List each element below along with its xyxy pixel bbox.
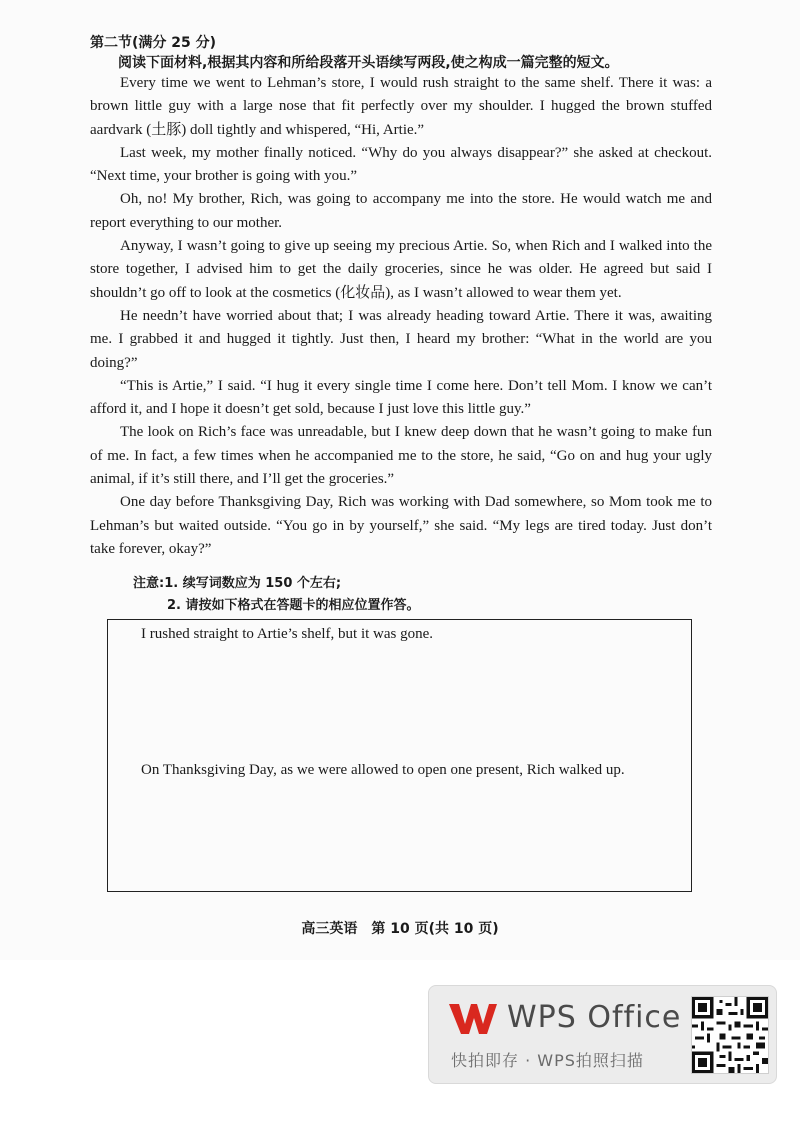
qr-code-icon xyxy=(691,996,769,1074)
instruction-text: 阅读下面材料,根据其内容和所给段落开头语续写两段,使之构成一篇完整的短文。 xyxy=(118,55,619,71)
section-title: 第二节(满分 25 分) xyxy=(90,35,217,51)
wps-logo-icon xyxy=(447,1000,499,1038)
page-footer: 高三英语 第 10 页(共 10 页) xyxy=(301,921,499,937)
paragraph-opening-1: I rushed straight to Artie’s shelf, but it was gone. xyxy=(141,626,434,642)
passage-paragraph: Oh, no! My brother, Rich, was going to accompany me into the store. He would watch me and report everything to our mother. xyxy=(90,191,712,231)
passage-paragraph: Anyway, I wasn’t going to give up seeing my precious Artie. So, when Rich and I walked into the store together, I advised him to get the daily groceries, since he was older. He agreed but said I shouldn’t go off to look at the cosmetics (化妆品), as I wasn’t allowed to wear them yet. xyxy=(90,238,712,301)
passage-paragraph: Every time we went to Lehman’s store, I would rush straight to the same shelf. There it was: a brown little guy with a large nose that fit perfectly over my shoulder. I hugged the brown stuffed aardvark (土豚) doll tightly and whispered, “Hi, Artie.” xyxy=(90,75,712,138)
passage-paragraph: He needn’t have worried about that; I was already heading toward Artie. There it was, awaiting me. I grabbed it and hugged it tightly. Just then, I heard my brother: “What in the world are you doing?” xyxy=(90,307,712,371)
answer-box xyxy=(107,619,692,892)
note-line: 2. 请按如下格式在答题卡的相应位置作答。 xyxy=(167,598,420,613)
wps-watermark xyxy=(428,985,777,1084)
passage-paragraph: One day before Thanksgiving Day, Rich was working with Dad somewhere, so Mom took me to Lehman’s but waited outside. “You go in by yourself,” she said. “My legs are tired today. Just don’t take forever, okay?” xyxy=(90,494,712,557)
passage-paragraph: The look on Rich’s face was unreadable, but I knew deep down that he wasn’t going to make fun of me. In fact, a few times when he accompanied me to the store, he said, “Go on and hug your ugly animal, if it’s still there, and I’ll get the groceries.” xyxy=(90,424,712,488)
notes xyxy=(133,573,420,617)
note-line: 注意:1. 续写词数应为 150 个左右; xyxy=(133,576,342,591)
passage-paragraph: Last week, my mother finally noticed. “Why do you always disappear?” she asked at checkout. “Next time, your brother is going with you.” xyxy=(90,144,712,185)
paragraph-opening-2: On Thanksgiving Day, as we were allowed to open one present, Rich walked up. xyxy=(141,762,625,778)
wps-brand-name: WPS Office xyxy=(507,1000,682,1035)
reading-passage xyxy=(90,72,712,561)
wps-slogan: 快拍即存 · WPS拍照扫描 xyxy=(451,1051,644,1070)
passage-paragraph: “This is Artie,” I said. “I hug it every single time I come here. Don’t tell Mom. I know we can’t afford it, and I hope it doesn’t get sold, because I just love this little guy.” xyxy=(90,377,712,418)
